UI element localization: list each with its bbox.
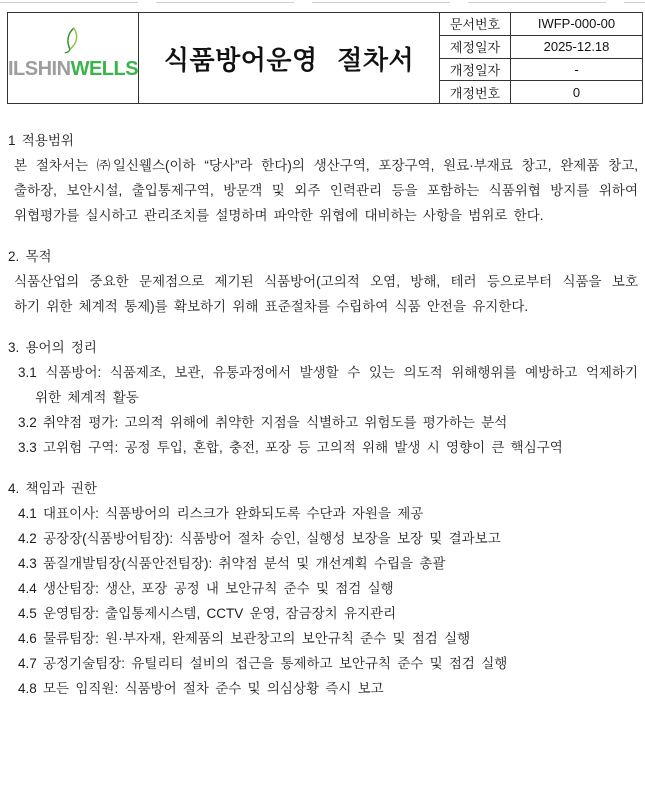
- info-label: 문서번호: [440, 13, 511, 35]
- info-value: 2025-12.18: [543, 39, 610, 55]
- responsibility-item: 4.1 대표이사: 식품방어의 리스크가 완화되도록 수단과 자원을 제공: [18, 506, 424, 521]
- leaf-icon: [60, 26, 82, 54]
- term-line: 3.3 고위험 구역: 공정 투입, 혼합, 충전, 포장 등 고의적 위해 발생 시 영향이 큰 핵심구역: [18, 440, 563, 455]
- section-terms: [8, 335, 638, 460]
- info-label: 개정번호: [440, 81, 511, 103]
- term-line-continuation: 위한 체계적 활동: [35, 390, 139, 405]
- company-logo: [8, 13, 139, 103]
- info-row-doc-number: [440, 13, 642, 36]
- responsibility-item: 4.5 운영팀장: 출입통제시스템, CCTV 운영, 잠금장치 유지관리: [18, 606, 397, 621]
- section-heading: 2. 목적: [8, 249, 52, 264]
- info-value: IWFP-000-00: [537, 16, 616, 32]
- logo-part-wells: WELLS: [70, 58, 139, 80]
- doc-body: [8, 104, 638, 701]
- term-item: [18, 435, 638, 460]
- info-label: 제정일자: [440, 36, 511, 58]
- responsibility-item: 4.8 모든 임직원: 식품방어 절차 준수 및 의심상황 즉시 보고: [18, 681, 384, 696]
- section-purpose: [8, 244, 638, 319]
- responsibility-list: [18, 501, 638, 701]
- responsibility-item: 4.7 공정기술팀장: 유틸리티 설비의 접근을 통제하고 보안규칙 준수 및 점검 실행: [18, 656, 508, 671]
- paragraph: [14, 153, 638, 228]
- doc-info-table: [440, 13, 642, 103]
- logo-part-ilshin: ILSHIN: [8, 58, 71, 80]
- paragraph-line: 하기 위한 체계적 통제)를 확보하기 위해 표준절차를 수립하여 식품 안전을 유지한다.: [14, 299, 529, 314]
- term-item: [18, 410, 638, 435]
- section-heading: 3. 용어의 정리: [8, 340, 97, 355]
- info-label: 개정일자: [440, 59, 511, 81]
- info-row-revision-date: [440, 59, 642, 82]
- company-logo-text: [8, 58, 138, 81]
- title-cell: [139, 13, 440, 103]
- responsibility-item: 4.4 생산팀장: 생산, 포장 공정 내 보안규칙 준수 및 점검 실행: [18, 581, 394, 596]
- info-value: 0: [572, 84, 581, 100]
- paragraph-line: 출하장, 보안시설, 출입통제구역, 방문객 및 외주 인력관리 등을 포함하는 식품위협 방지를 위하여: [14, 183, 638, 198]
- section-heading: 4. 책임과 권한: [8, 481, 97, 496]
- info-value: -: [574, 61, 579, 77]
- info-row-revision-number: [440, 81, 642, 103]
- doc-title: 식품방어운영 절차서: [163, 44, 415, 75]
- paragraph-line: 식품산업의 중요한 문제점으로 제기된 식품방어(고의적 오염, 방해, 테러 등으로부터 식품을 보호: [14, 274, 638, 289]
- doc-header-table: [7, 12, 643, 104]
- section-scope: [8, 128, 638, 228]
- paragraph: [14, 269, 638, 319]
- page-top-tick-line: [0, 2, 645, 3]
- responsibility-item: 4.3 품질개발팀장(식품안전팀장): 취약점 분석 및 개선계획 수립을 총괄: [18, 556, 446, 571]
- section-responsibilities: [8, 476, 638, 701]
- term-item: [18, 360, 638, 410]
- term-line: 3.2 취약점 평가: 고의적 위해에 취약한 지점을 식별하고 위험도를 평가하는 분석: [18, 415, 508, 430]
- responsibility-item: 4.2 공장장(식품방어팀장): 식품방어 절차 승인, 실행성 보장을 보장 및 결과보고: [18, 531, 501, 546]
- term-list: [18, 360, 638, 460]
- paragraph-line: 위협평가를 실시하고 관리조치를 설명하며 파악한 위협에 대비하는 사항을 범위로 한다.: [14, 208, 544, 223]
- term-line: 3.1 식품방어: 식품제조, 보관, 유통과정에서 발생할 수 있는 의도적 위해행위를 예방하고 억제하기: [18, 365, 638, 380]
- responsibility-item: 4.6 물류팀장: 원·부자재, 완제품의 보관창고의 보안규칙 준수 및 점검 실행: [18, 631, 471, 646]
- info-row-enacted-date: [440, 36, 642, 59]
- section-heading: 1 적용범위: [8, 133, 74, 148]
- paragraph-line: 본 절차서는 ㈜일신웰스(이하 “당사”라 한다)의 생산구역, 포장구역, 원료·부재료 창고, 완제품 창고,: [14, 158, 638, 173]
